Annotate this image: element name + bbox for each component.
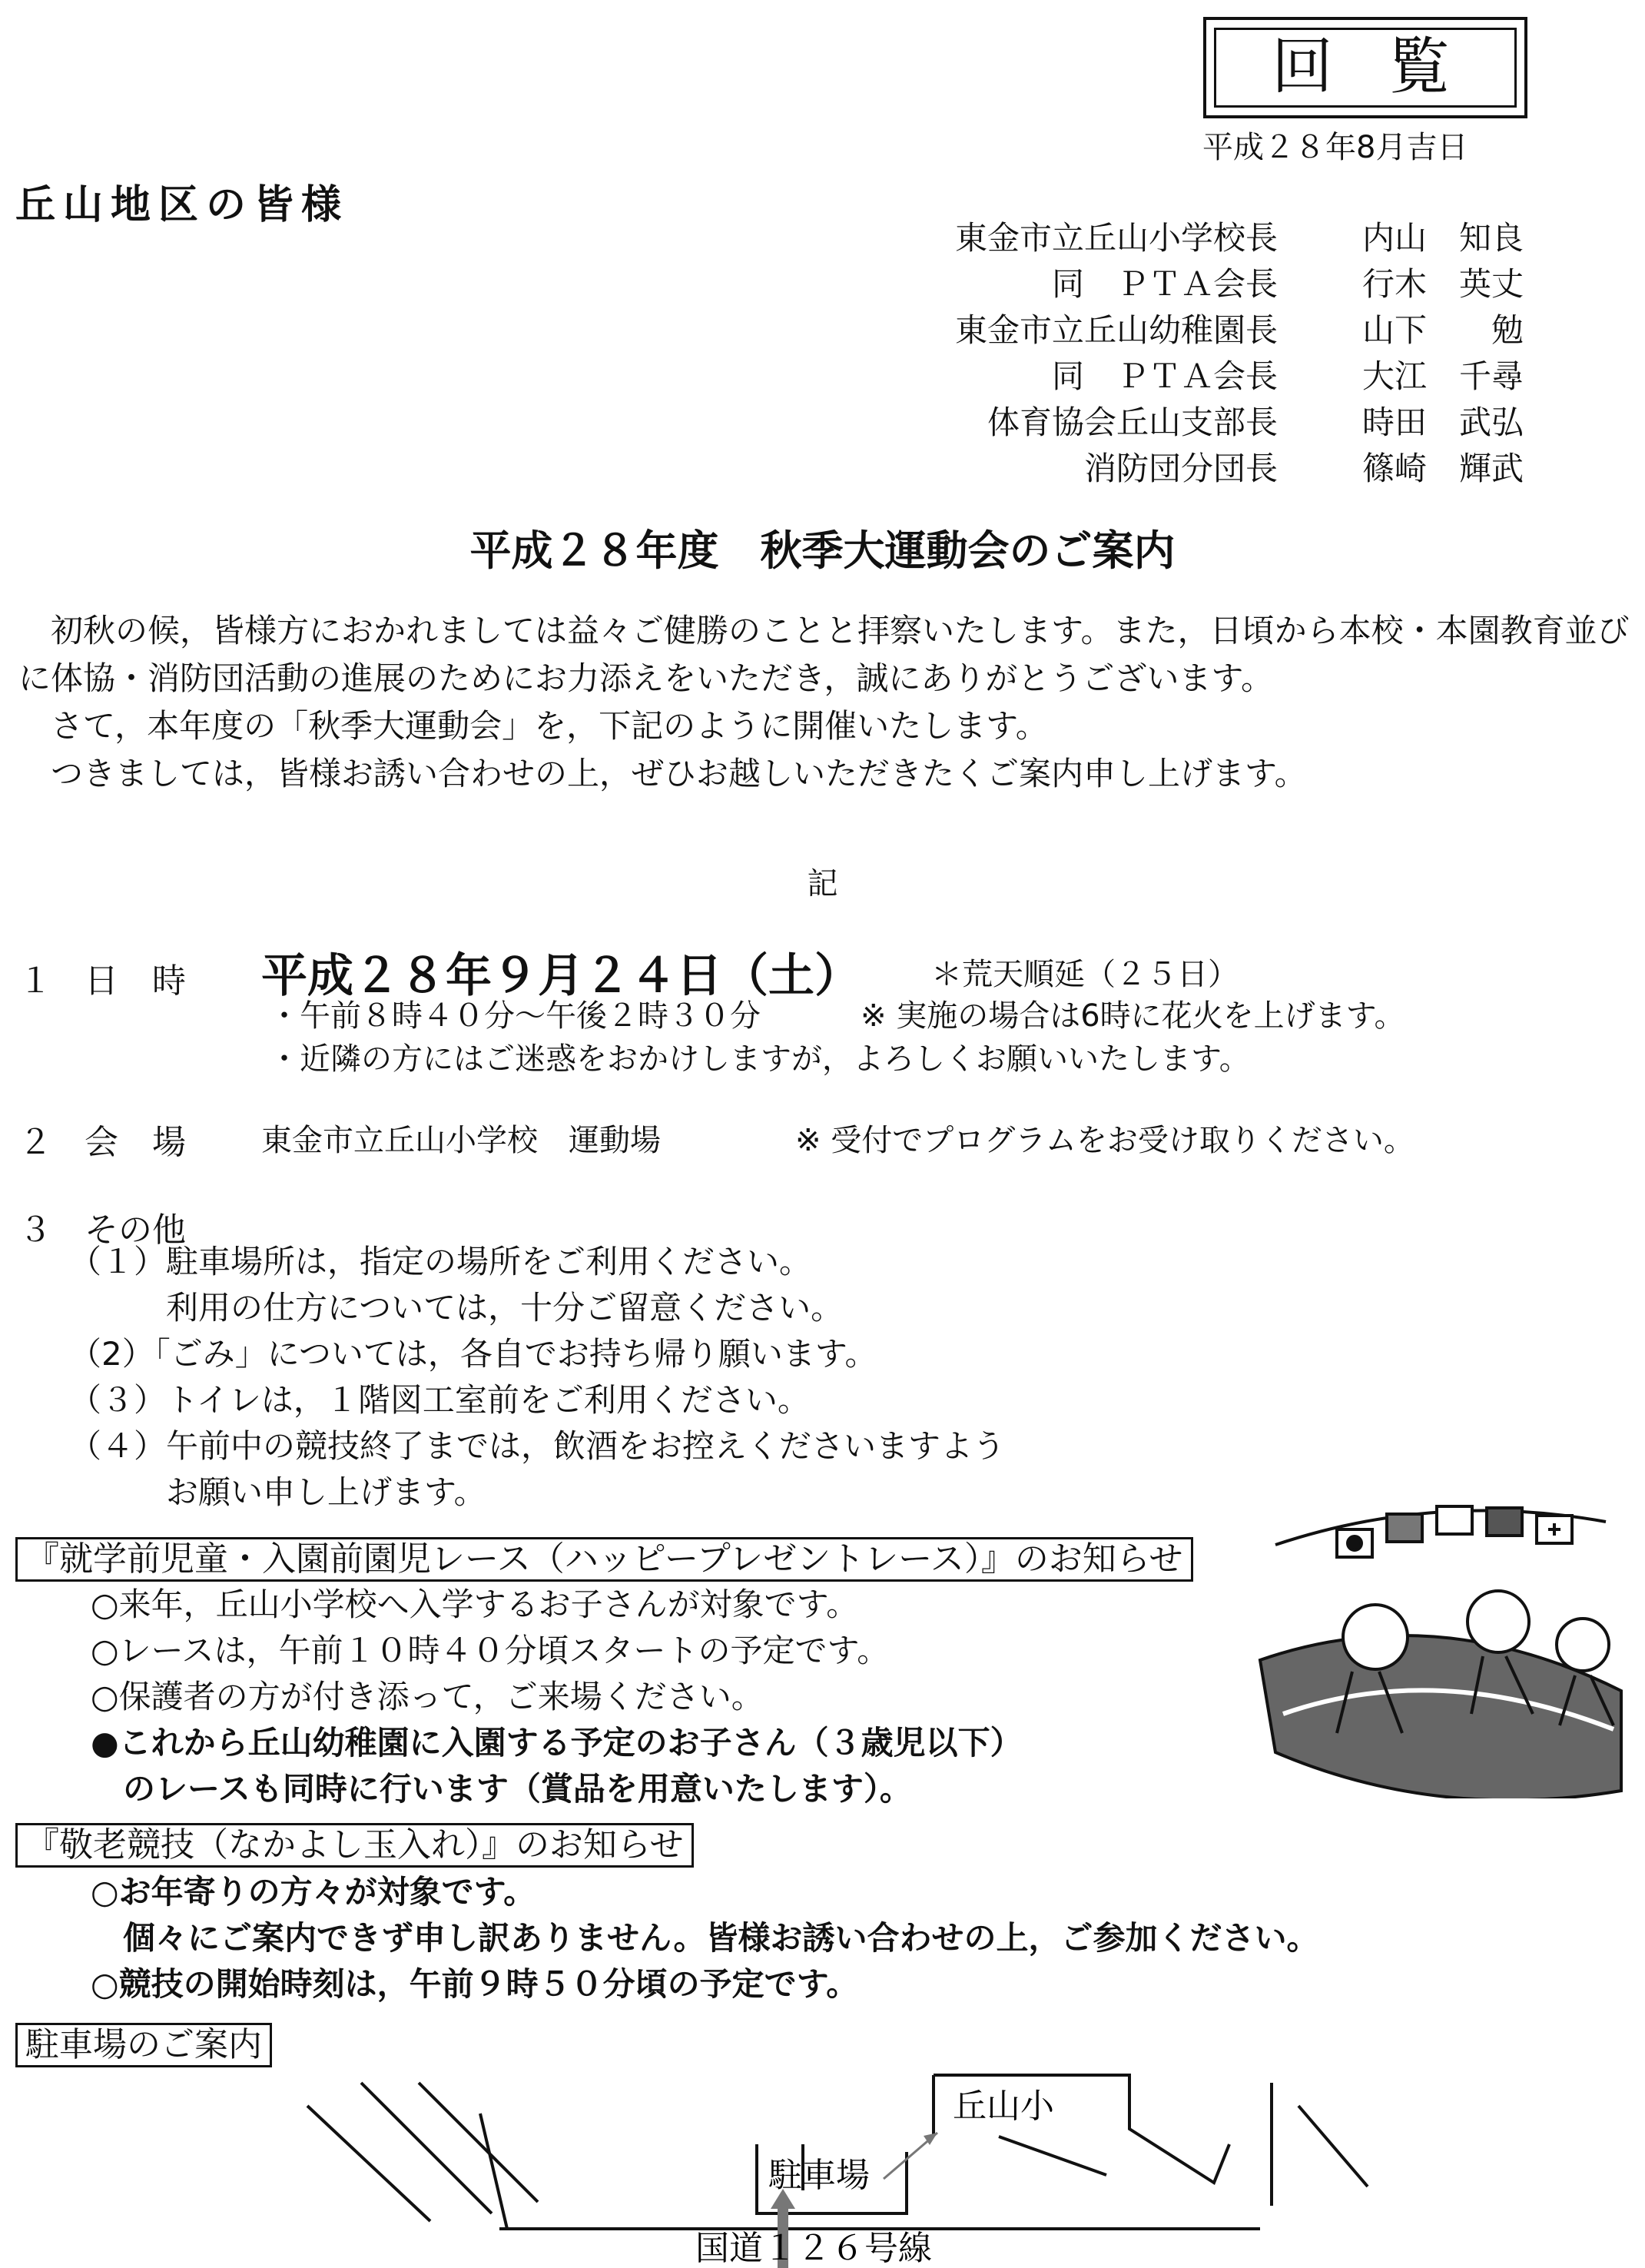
item2-number: ２ [18,1123,52,1162]
sender-row [955,354,1524,400]
program-note: ※ 受付でプログラムをお受け取りください。 [795,1123,1415,1158]
sender-name: 篠崎 輝武 [1361,450,1524,487]
race-note-line: ●これから丘山幼稚園に入園する予定のお子さん（３歳児以下） [91,1724,1023,1762]
sender-name: 内山 知良 [1361,219,1524,257]
school-label: 丘山小 [953,2087,1054,2126]
item3-number: ３ [18,1210,52,1250]
sender-name: 行木 英丈 [1361,265,1524,303]
parking-heading: 駐車場のご案内 [15,2023,272,2067]
sender-row [955,400,1524,446]
event-date: 平成２８年９月２４日（土） [261,949,861,1003]
rain-postpone: ＊荒天順延（２５日） [931,957,1239,992]
other-note-line: お願い申し上げます。 [69,1473,486,1511]
ki-marker: 記 [807,866,838,902]
sender-name: 大江 千尋 [1361,357,1524,395]
intro-paragraph: さて，本年度の「秋季大運動会」を，下記のように開催いたします。 [18,707,1048,745]
intro-text [18,607,1632,798]
race-note-line: のレースも同時に行います（賞品を用意いたします）。 [91,1770,912,1808]
venue: 東金市立丘山小学校 運動場 [261,1123,661,1158]
parking-map [0,2029,1645,2268]
stamp-text: 回覧 [1214,28,1517,108]
sender-name: 山下 勉 [1361,311,1524,349]
sender-role: 同 ＰＴＡ会長 [1051,357,1278,395]
race-notes [91,1582,1023,1812]
race-note-line: ○レースは，午前１０時４０分頃スタートの予定です。 [91,1632,890,1669]
race-note-line: ○保護者の方が付き添って，ご来場ください。 [91,1678,764,1715]
sender-row [955,446,1524,492]
issue-date: 平成２８年8月吉日 [1202,130,1468,165]
other-note-line: （2）「ごみ」については，各自でお持ち帰り願います。 [69,1335,877,1373]
race-note-line: ○来年，丘山小学校へ入学するお子さんが対象です。 [91,1586,859,1623]
fireworks-note: ※ 実施の場合は6時に花火を上げます。 [861,998,1405,1034]
document-title: 平成２８年度 秋季大運動会のご案内 [469,526,1176,575]
item2-label: 会 場 [85,1123,186,1162]
elder-notes [91,1869,1319,2007]
other-notes [69,1239,1005,1516]
sender-row [955,307,1524,354]
elder-heading: 『敬老競技（なかよし玉入れ）』のお知らせ [15,1823,694,1868]
other-note-line: 利用の仕方については，十分ご留意ください。 [69,1289,844,1327]
sender-role: 東金市立丘山幼稚園長 [954,311,1278,349]
road-label: 国道１２６号線 [695,2229,932,2268]
parking-lot-label: 駐車場 [768,2156,870,2195]
intro-paragraph: 初秋の候，皆様方におかれましては益々ご健勝のことと拝察いたします。また，日頃から本校・本園教育並びに体協・消防団活動の進展のためにお力添えをいただき，誠にありがとうございます。 [18,612,1630,697]
sender-role: 同 ＰＴＡ会長 [1051,265,1278,303]
item1-number: １ [18,961,52,1001]
other-note-line: （４）午前中の競技終了までは，飲酒をお控えくださいますよう [69,1427,1006,1465]
elder-note-line: 個々にご案内できず申し訳ありません。皆様お誘い合わせの上，ご参加ください。 [91,1919,1319,1957]
intro-paragraph: つきましては，皆様お誘い合わせの上，ぜひお越しいただきたくご案内申し上げます。 [18,755,1307,792]
sender-role: 東金市立丘山小学校長 [954,219,1278,257]
circulation-stamp [1203,17,1527,118]
sender-role: 体育協会丘山支部長 [987,403,1278,441]
other-note-line: （３）トイレは，１階図工室前をご利用ください。 [69,1381,810,1419]
sender-row [955,261,1524,307]
race-heading: 『就学前児童・入園前園児レース（ハッピープレゼントレース）』のお知らせ [15,1537,1193,1582]
elder-note-line: ○お年寄りの方々が対象です。 [91,1873,536,1911]
item1-label: 日 時 [85,961,186,1001]
elder-note-line: ○競技の開始時刻は，午前９時５０分頃の予定です。 [91,1965,859,2003]
sender-list [955,215,1524,492]
sender-role: 消防団分団長 [1083,450,1278,487]
item3-label: その他 [85,1210,186,1250]
sender-row [955,215,1524,261]
sender-name: 時田 武弘 [1361,403,1524,441]
other-note-line: （１）駐車場所は，指定の場所をご利用ください。 [69,1243,812,1280]
event-time: ・午前８時４０分～午後２時３０分 [269,998,761,1034]
running-children-illustration [1245,1460,1629,1798]
neighbors-note: ・近隣の方にはご迷惑をおかけしますが，よろしくお願いいたします。 [269,1041,1250,1077]
addressee: 丘山地区の皆様 [15,182,350,228]
